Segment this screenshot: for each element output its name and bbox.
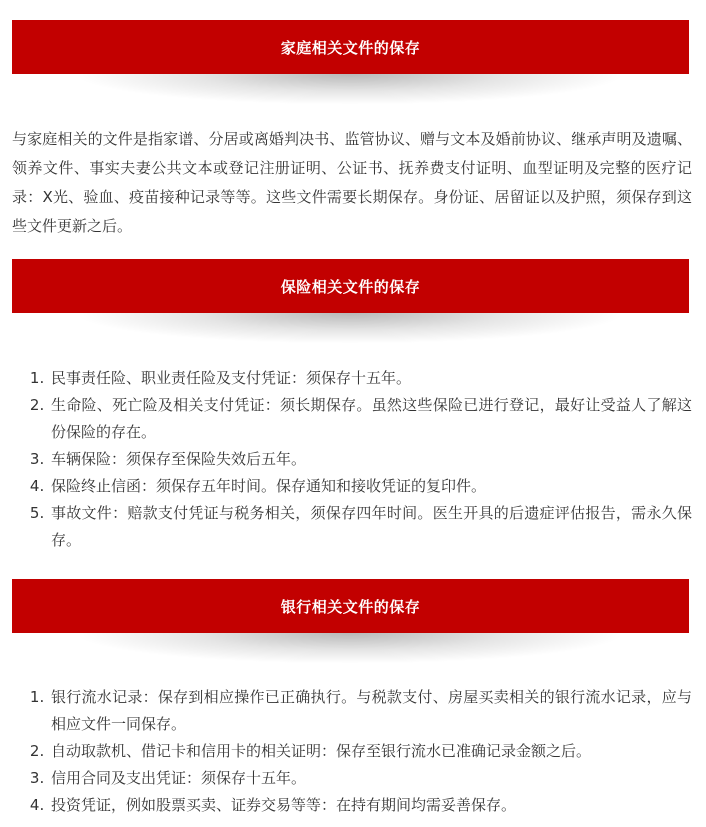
family-paragraph: 与家庭相关的文件是指家谱、分居或离婚判决书、监管协议、赠与文本及婚前协议、继承声明及遗嘱、领养文件、事实夫妻公共文本或登记注册证明、公证书、抚养费支付证明、血型证明及完整的医疗记录：X光、验血、疫苗接种记录等等。这些文件需要长期保存。身份证、居留证以及护照，须保存到这些文件更新之后。 bbox=[12, 130, 692, 235]
section-header-family bbox=[12, 20, 689, 74]
section-header-bank bbox=[12, 579, 689, 633]
list-item: 3. 信用合同及支出凭证：须保存十五年。 bbox=[49, 765, 692, 792]
header-shadow-bank bbox=[80, 633, 620, 663]
list-item: 4. 投资凭证，例如股票买卖、证券交易等等：在持有期间均需妥善保存。 bbox=[49, 792, 692, 819]
header-shadow-family bbox=[80, 74, 620, 104]
section-title-family: 家庭相关文件的保存 bbox=[280, 38, 421, 57]
section-header-insurance bbox=[12, 259, 689, 313]
list-item: 1. 民事责任险、职业责任险及支付凭证：须保存十五年。 bbox=[49, 365, 692, 392]
list-item: 5. 事故文件：赔款支付凭证与税务相关，须保存四年时间。医生开具的后遗症评估报告，需永久保存。 bbox=[49, 500, 692, 554]
insurance-list bbox=[12, 365, 692, 554]
list-item: 2. 生命险、死亡险及相关支付凭证：须长期保存。虽然这些保险已进行登记，最好让受益人了解这份保险的存在。 bbox=[49, 392, 692, 446]
section-title-bank: 银行相关文件的保存 bbox=[280, 597, 421, 616]
header-shadow-insurance bbox=[80, 313, 620, 343]
list-item: 3. 车辆保险：须保存至保险失效后五年。 bbox=[49, 446, 692, 473]
list-item: 4. 保险终止信函：须保存五年时间。保存通知和接收凭证的复印件。 bbox=[49, 473, 692, 500]
list-item: 2. 自动取款机、借记卡和信用卡的相关证明：保存至银行流水已准确记录金额之后。 bbox=[49, 738, 692, 765]
list-item: 1. 银行流水记录：保存到相应操作已正确执行。与税款支付、房屋买卖相关的银行流水记录，应与相应文件一同保存。 bbox=[49, 684, 692, 738]
section-title-insurance: 保险相关文件的保存 bbox=[280, 277, 421, 296]
bank-list bbox=[12, 684, 692, 819]
